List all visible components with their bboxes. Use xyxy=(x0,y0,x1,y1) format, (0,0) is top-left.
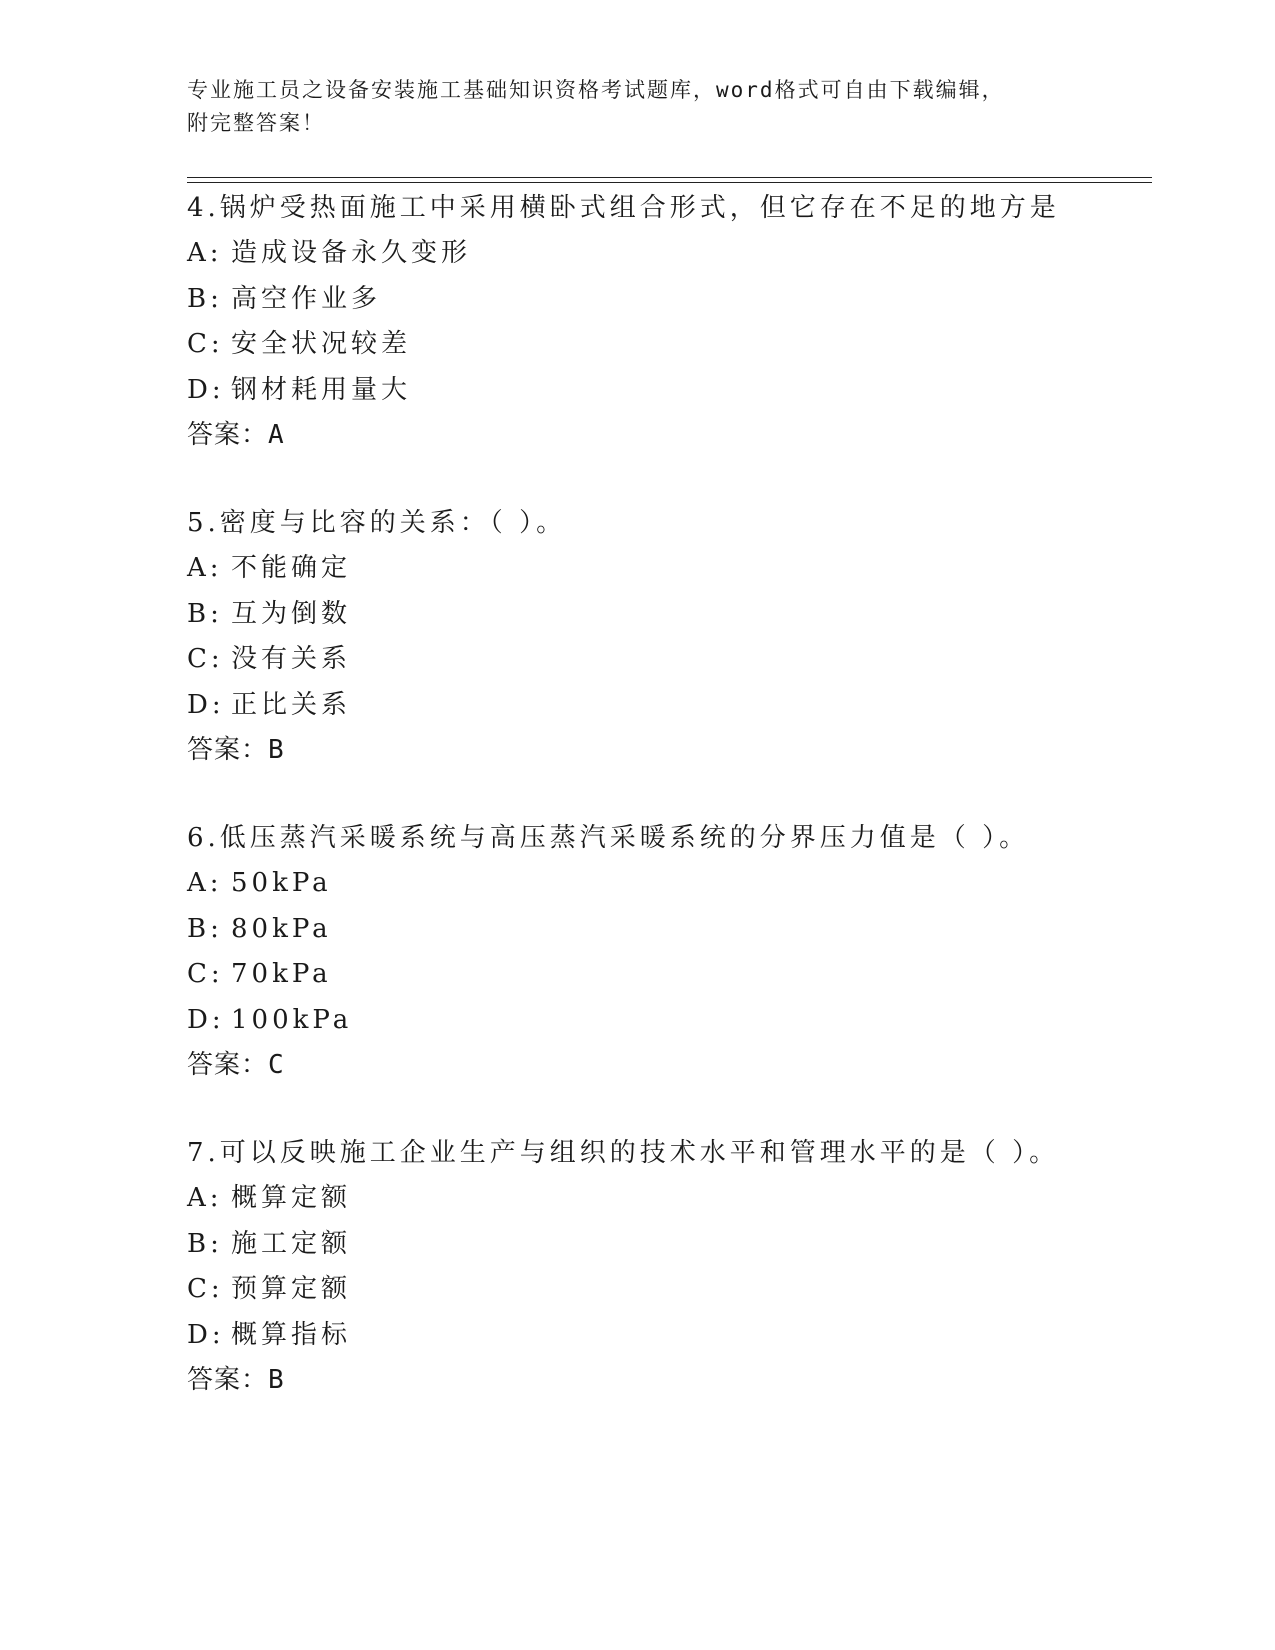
option-label: C: xyxy=(187,329,224,359)
option-a xyxy=(187,231,1187,277)
answer-line: 答案：B xyxy=(187,1365,285,1395)
option-c xyxy=(187,637,1187,683)
option-a xyxy=(187,546,1187,592)
option-text: 正比关系 xyxy=(231,689,352,720)
option-label: D: xyxy=(187,374,225,405)
option-text: 80kPa xyxy=(231,913,332,944)
option-text: 安全状况较差 xyxy=(231,329,412,359)
option-c xyxy=(187,322,1187,368)
header-line-2: 附完整答案！ xyxy=(187,111,325,135)
option-d xyxy=(187,998,1187,1044)
question-block xyxy=(187,186,1187,458)
option-d xyxy=(187,1313,1187,1359)
option-label: D: xyxy=(187,1319,225,1350)
header-line-1: 专业施工员之设备安装施工基础知识资格考试题库，word格式可自由下载编辑， xyxy=(187,78,1005,102)
answer-line: 答案：B xyxy=(187,735,285,765)
option-label: A: xyxy=(187,553,223,583)
question-stem: 6.低压蒸汽采暖系统与高压蒸汽采暖系统的分界压力值是（ ）。 xyxy=(187,823,1030,853)
option-label: A: xyxy=(187,238,223,268)
option-b xyxy=(187,907,1187,953)
option-b xyxy=(187,592,1187,638)
question-stem: 7.可以反映施工企业生产与组织的技术水平和管理水平的是（ ）。 xyxy=(187,1138,1060,1168)
option-c xyxy=(187,1267,1187,1313)
question-stem: 4.锅炉受热面施工中采用横卧式组合形式，但它存在不足的地方是 xyxy=(187,193,1060,223)
option-label: B: xyxy=(187,283,223,314)
option-label: C: xyxy=(187,1274,224,1304)
question-block xyxy=(187,816,1187,1088)
header-divider-top xyxy=(187,177,1152,178)
option-text: 不能确定 xyxy=(231,553,352,583)
option-d xyxy=(187,683,1187,729)
option-b xyxy=(187,1222,1187,1268)
option-label: C: xyxy=(187,959,224,989)
option-text: 钢材耗用量大 xyxy=(231,374,412,405)
option-c xyxy=(187,952,1187,998)
option-label: B: xyxy=(187,598,223,629)
option-d xyxy=(187,368,1187,414)
option-label: A: xyxy=(187,868,223,898)
option-text: 高空作业多 xyxy=(231,283,382,314)
document-header xyxy=(187,74,1087,140)
answer-line: 答案：C xyxy=(187,1050,285,1080)
option-text: 互为倒数 xyxy=(231,598,352,629)
option-label: B: xyxy=(187,1228,223,1259)
option-text: 概算指标 xyxy=(231,1319,352,1350)
option-text: 概算定额 xyxy=(231,1183,352,1213)
option-label: A: xyxy=(187,1183,223,1213)
option-label: C: xyxy=(187,644,224,674)
option-label: B: xyxy=(187,913,223,944)
option-a xyxy=(187,1176,1187,1222)
option-a xyxy=(187,861,1187,907)
option-text: 50kPa xyxy=(231,868,332,898)
question-block xyxy=(187,501,1187,773)
option-text: 施工定额 xyxy=(231,1228,352,1259)
question-stem: 5.密度与比容的关系：（ ）。 xyxy=(187,508,567,538)
option-b xyxy=(187,277,1187,323)
option-text: 没有关系 xyxy=(231,644,352,674)
option-text: 造成设备永久变形 xyxy=(231,238,472,268)
option-label: D: xyxy=(187,1004,225,1035)
option-text: 预算定额 xyxy=(231,1274,352,1304)
option-label: D: xyxy=(187,689,225,720)
header-divider-bottom xyxy=(187,182,1152,183)
answer-line: 答案：A xyxy=(187,420,285,450)
option-text: 70kPa xyxy=(231,959,332,989)
option-text: 100kPa xyxy=(231,1004,353,1035)
question-block xyxy=(187,1131,1187,1403)
